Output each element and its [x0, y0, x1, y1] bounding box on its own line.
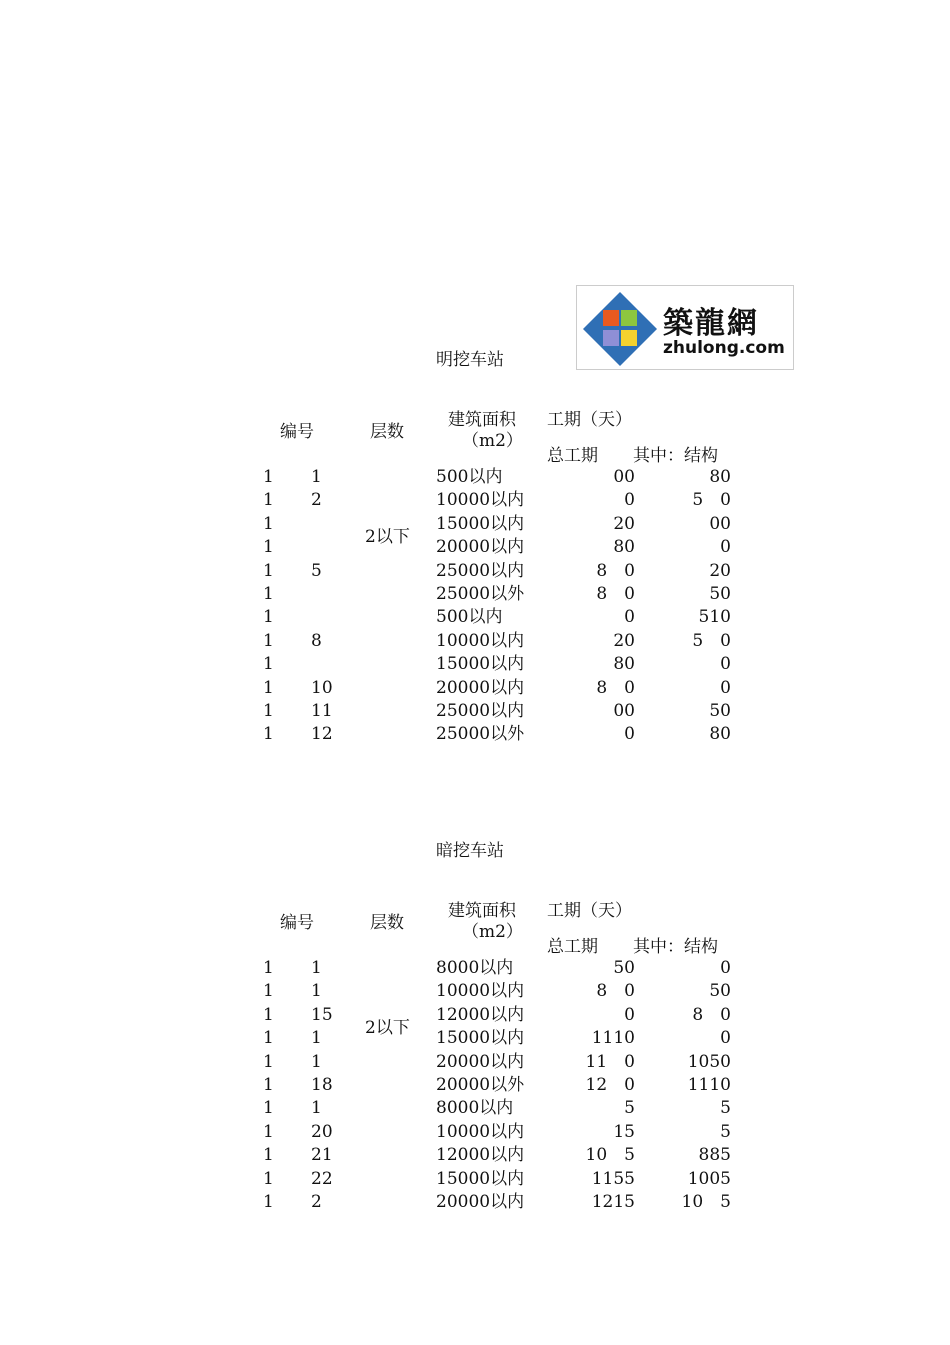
row-total-period: 5: [624, 1098, 635, 1119]
row-index: 1: [263, 584, 274, 604]
row-number: 1: [311, 981, 322, 1002]
row-total-period: 8 0: [596, 560, 635, 581]
row-structure-period: 80: [709, 467, 731, 487]
row-total-period: 80: [613, 654, 635, 675]
row-area: 10000以内: [436, 981, 525, 1002]
row-area: 25000以内: [436, 560, 525, 581]
zhulong-logo-icon: [581, 290, 659, 368]
row-area: 25000以外: [436, 724, 525, 745]
header-area: 建筑面积: [448, 410, 516, 430]
row-area: 25000以内: [436, 701, 525, 721]
row-number: 18: [311, 1075, 333, 1095]
row-area: 500以内: [436, 607, 503, 628]
floors-value: 2以下: [365, 526, 410, 547]
row-number: 12: [311, 724, 333, 745]
row-number: 1: [311, 958, 322, 978]
row-total-period: 0: [624, 724, 635, 745]
row-number: 1: [311, 467, 322, 487]
row-total-period: 20: [613, 630, 635, 651]
row-structure-period: 0: [720, 958, 731, 978]
section-title: 暗挖车站: [436, 841, 504, 861]
row-structure-period: 1050: [687, 1051, 731, 1072]
row-area: 15000以内: [436, 1168, 525, 1189]
row-index: 1: [263, 513, 274, 534]
row-number: 11: [311, 701, 333, 721]
row-index: 1: [263, 1051, 274, 1072]
row-number: 2: [311, 490, 322, 511]
logo-english-text: zhulong.com: [663, 338, 785, 358]
row-total-period: 15: [613, 1121, 635, 1142]
row-area: 20000以内: [436, 677, 525, 698]
row-index: 1: [263, 1004, 274, 1025]
row-index: 1: [263, 1168, 274, 1189]
row-index: 1: [263, 537, 274, 558]
row-total-period: 0: [624, 1004, 635, 1025]
row-index: 1: [263, 958, 274, 978]
row-total-period: 0: [624, 490, 635, 511]
row-total-period: 8 0: [596, 981, 635, 1002]
row-total-period: 1110: [591, 1028, 635, 1049]
row-structure-period: 0: [720, 537, 731, 558]
row-structure-period: 50: [709, 701, 731, 721]
header-structure-period: 其中：结构: [633, 446, 718, 466]
header-period: 工期（天）: [547, 901, 632, 921]
row-total-period: 1155: [591, 1168, 635, 1189]
row-index: 1: [263, 1098, 274, 1119]
row-total-period: 50: [613, 958, 635, 978]
row-structure-period: 510: [698, 607, 731, 628]
row-index: 1: [263, 560, 274, 581]
row-area: 8000以内: [436, 1098, 514, 1119]
row-area: 25000以外: [436, 584, 525, 604]
row-number: 1: [311, 1051, 322, 1072]
row-index: 1: [263, 677, 274, 698]
floors-value: 2以下: [365, 1017, 410, 1038]
row-structure-period: 10 5: [681, 1192, 731, 1212]
row-index: 1: [263, 724, 274, 745]
row-structure-period: 5 0: [692, 630, 731, 651]
row-index: 1: [263, 981, 274, 1002]
row-index: 1: [263, 467, 274, 487]
row-total-period: 0: [624, 607, 635, 628]
header-floors: 层数: [370, 913, 404, 933]
row-area: 20000以外: [436, 1075, 525, 1095]
row-area: 10000以内: [436, 1121, 525, 1142]
row-structure-period: 8 0: [692, 1004, 731, 1025]
row-total-period: 1215: [591, 1192, 635, 1212]
row-area: 10000以内: [436, 630, 525, 651]
row-structure-period: 1110: [687, 1075, 731, 1095]
row-area: 20000以内: [436, 537, 525, 558]
row-structure-period: 5: [720, 1121, 731, 1142]
header-floors: 层数: [370, 422, 404, 442]
row-area: 20000以内: [436, 1192, 525, 1212]
header-structure-period: 其中：结构: [633, 937, 718, 957]
row-number: 10: [311, 677, 333, 698]
row-number: 20: [311, 1121, 333, 1142]
header-number: 编号: [280, 913, 314, 933]
row-index: 1: [263, 1192, 274, 1212]
header-total-period: 总工期: [547, 937, 598, 957]
row-area: 8000以内: [436, 958, 514, 978]
row-area: 15000以内: [436, 513, 525, 534]
row-structure-period: 0: [720, 1028, 731, 1049]
row-total-period: 8 0: [596, 584, 635, 604]
header-total-period: 总工期: [547, 446, 598, 466]
header-period: 工期（天）: [547, 410, 632, 430]
row-total-period: 10 5: [585, 1145, 635, 1166]
header-area: 建筑面积: [448, 901, 516, 921]
row-number: 21: [311, 1145, 333, 1166]
row-number: 5: [311, 560, 322, 581]
zhulong-logo: [576, 285, 794, 370]
row-total-period: 12 0: [585, 1075, 635, 1095]
row-number: 1: [311, 1028, 322, 1049]
row-total-period: 11 0: [585, 1051, 635, 1072]
row-area: 20000以内: [436, 1051, 525, 1072]
row-index: 1: [263, 1028, 274, 1049]
row-index: 1: [263, 1075, 274, 1095]
row-structure-period: 0: [720, 677, 731, 698]
header-number: 编号: [280, 422, 314, 442]
row-area: 15000以内: [436, 1028, 525, 1049]
row-area: 12000以内: [436, 1004, 525, 1025]
row-structure-period: 5 0: [692, 490, 731, 511]
row-structure-period: 5: [720, 1098, 731, 1119]
row-index: 1: [263, 1121, 274, 1142]
row-total-period: 20: [613, 513, 635, 534]
row-index: 1: [263, 607, 274, 628]
section-title: 明挖车站: [436, 350, 504, 370]
row-index: 1: [263, 654, 274, 675]
header-area-unit: （m2）: [462, 922, 523, 942]
row-structure-period: 50: [709, 584, 731, 604]
row-structure-period: 80: [709, 724, 731, 745]
row-structure-period: 0: [720, 654, 731, 675]
row-structure-period: 50: [709, 981, 731, 1002]
row-total-period: 00: [613, 701, 635, 721]
row-area: 15000以内: [436, 654, 525, 675]
row-index: 1: [263, 1145, 274, 1166]
row-area: 12000以内: [436, 1145, 525, 1166]
row-total-period: 00: [613, 467, 635, 487]
row-index: 1: [263, 630, 274, 651]
header-area-unit: （m2）: [462, 431, 523, 451]
row-area: 10000以内: [436, 490, 525, 511]
logo-chinese-text: 築龍網: [663, 306, 759, 341]
row-number: 22: [311, 1168, 333, 1189]
row-area: 500以内: [436, 467, 503, 487]
row-index: 1: [263, 490, 274, 511]
row-structure-period: 00: [709, 513, 731, 534]
row-structure-period: 20: [709, 560, 731, 581]
row-total-period: 80: [613, 537, 635, 558]
row-number: 2: [311, 1192, 322, 1212]
row-index: 1: [263, 701, 274, 721]
row-structure-period: 1005: [687, 1168, 731, 1189]
row-number: 8: [311, 630, 322, 651]
row-total-period: 8 0: [596, 677, 635, 698]
row-structure-period: 885: [698, 1145, 731, 1166]
row-number: 15: [311, 1004, 333, 1025]
row-number: 1: [311, 1098, 322, 1119]
